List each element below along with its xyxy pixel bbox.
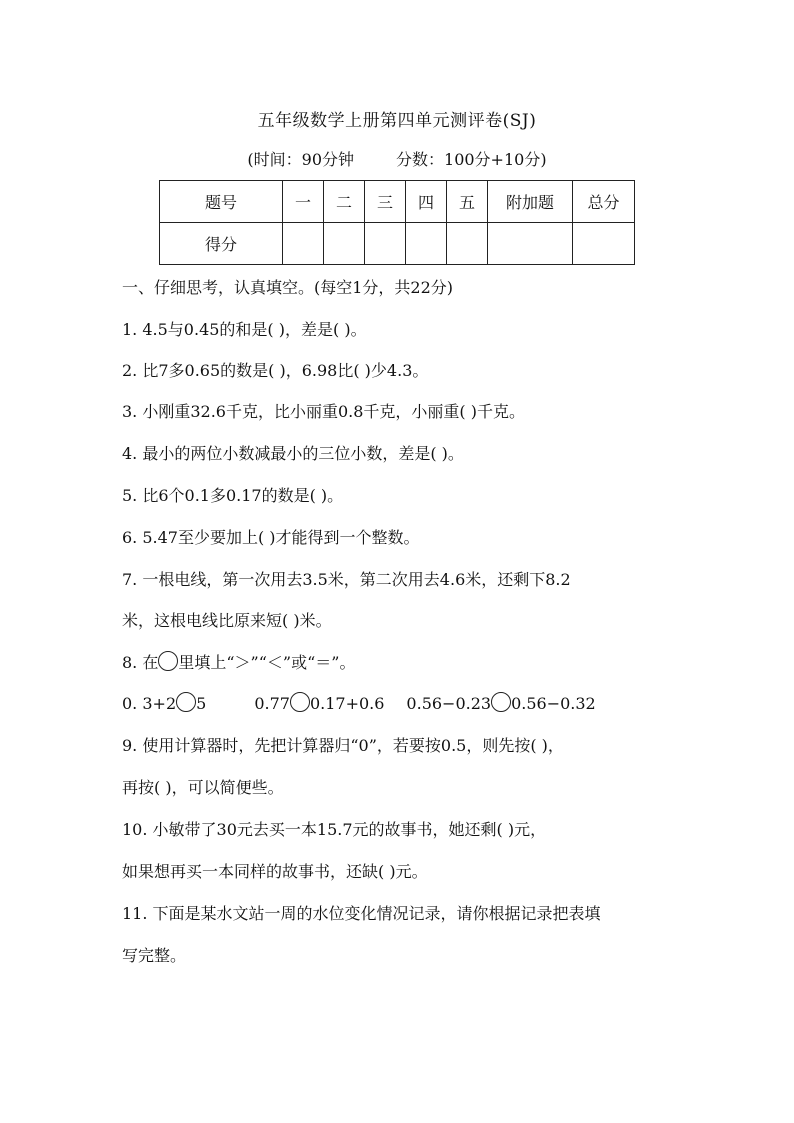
header-cell: 一 <box>283 181 324 223</box>
exam-info <box>0 147 794 170</box>
score-cell[interactable] <box>573 223 635 265</box>
section-heading: 一、仔细思考，认真填空。(每空1分，共22分) <box>122 278 454 297</box>
q8-instruction: 里填上“＞”“＜”或“＝”。 <box>178 653 356 672</box>
score-cell[interactable] <box>406 223 447 265</box>
question-11-line1: 11. 下面是某水文站一周的水位变化情况记录，请你根据记录把表填 <box>122 904 601 923</box>
score-table-header-row <box>160 181 635 223</box>
score-cell[interactable] <box>365 223 406 265</box>
score-cell[interactable] <box>447 223 488 265</box>
compare-circle-input[interactable] <box>290 692 310 712</box>
header-cell: 二 <box>324 181 365 223</box>
header-cell: 三 <box>365 181 406 223</box>
compare-circle-input[interactable] <box>491 692 511 712</box>
question-5: 5. 比6个0.1多0.17的数是( )。 <box>122 486 344 505</box>
header-cell: 四 <box>406 181 447 223</box>
compare-circle-input[interactable] <box>176 692 196 712</box>
page-title: 五年级数学上册第四单元测评卷(SJ) <box>257 111 537 131</box>
question-8-comparisons <box>122 692 682 713</box>
question-11-line2: 写完整。 <box>122 946 187 965</box>
question-6: 6. 5.47至少要加上( )才能得到一个整数。 <box>122 528 420 547</box>
question-9-line2: 再按( )，可以简便些。 <box>122 778 284 797</box>
question-3: 3. 小刚重32.6千克，比小丽重0.8千克，小丽重( )千克。 <box>122 402 525 421</box>
row-label: 得分 <box>160 223 283 265</box>
header-cell: 五 <box>447 181 488 223</box>
question-4: 4. 最小的两位小数减最小的三位小数，差是( )。 <box>122 444 464 463</box>
question-8 <box>122 650 355 673</box>
score-cell[interactable] <box>488 223 573 265</box>
header-cell: 题号 <box>160 181 283 223</box>
total-score: 分数：100分+10分) <box>396 150 547 169</box>
question-1: 1. 4.5与0.45的和是( )，差是( )。 <box>122 320 367 339</box>
score-cell[interactable] <box>283 223 324 265</box>
question-2: 2. 比7多0.65的数是( )，6.98比( )少4.3。 <box>122 361 429 380</box>
q8-prefix: 8. 在 <box>122 653 159 672</box>
time-limit: (时间：90分钟 <box>247 150 355 169</box>
question-10-line1: 10. 小敏带了30元去买一本15.7元的故事书，她还剩( )元， <box>122 820 547 839</box>
score-table <box>159 180 635 265</box>
question-7-line2: 米，这根电线比原来短( )米。 <box>122 611 332 630</box>
header-cell: 总分 <box>573 181 635 223</box>
answer-circle-icon <box>158 651 178 671</box>
header-cell: 附加题 <box>488 181 573 223</box>
comparison-2: 0.77 0.17+0.6 <box>254 694 385 713</box>
question-9-line1: 9. 使用计算器时，先把计算器归“0”，若要按0.5，则先按( )， <box>122 736 564 755</box>
question-7-line1: 7. 一根电线，第一次用去3.5米，第二次用去4.6米，还剩下8.2 <box>122 570 571 589</box>
question-10-line2: 如果想再买一本同样的故事书，还缺( )元。 <box>122 862 428 881</box>
score-table-score-row <box>160 223 635 265</box>
comparison-1: 0. 3+2 5 <box>122 694 207 713</box>
score-cell[interactable] <box>324 223 365 265</box>
comparison-3: 0.56−0.23 0.56−0.32 <box>406 694 596 713</box>
